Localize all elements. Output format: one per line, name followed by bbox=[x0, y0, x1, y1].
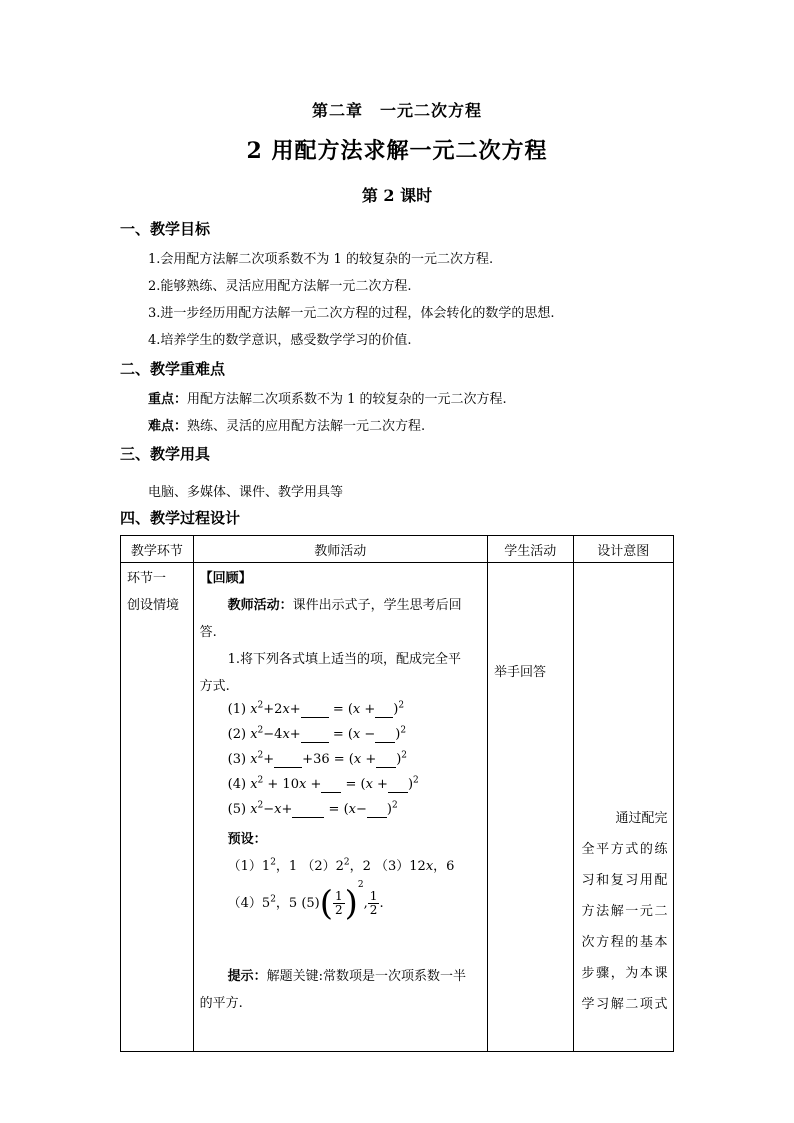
answer-blank[interactable] bbox=[388, 777, 408, 793]
intent-line: 习和复习用配 bbox=[581, 873, 668, 888]
stage-label: 环节一 bbox=[127, 571, 167, 586]
answer-blank[interactable] bbox=[292, 802, 324, 818]
answer-line-2: $(4)5^2$，5 (5)( $\frac{1}{2}$ )$^2$, $\frac{1}{2}$ . bbox=[227, 880, 384, 924]
teacher-cell bbox=[193, 563, 487, 1052]
page-title: 2 用配方法求解一元二次方程 bbox=[246, 138, 548, 164]
process-table bbox=[120, 535, 674, 1052]
chapter-heading: 第二章 一元二次方程 bbox=[311, 101, 482, 120]
section-heading-key-points: 二、教学重难点 bbox=[120, 360, 226, 378]
right-paren: ) bbox=[344, 883, 358, 924]
review-tag: 【回顾】 bbox=[199, 571, 252, 586]
header-intent: 设计意图 bbox=[573, 536, 674, 563]
header-student: 学生活动 bbox=[487, 536, 573, 563]
fraction: $\frac{1}{2}$ bbox=[369, 889, 378, 917]
teacher-text: 课件出示式子，学生思考后回 bbox=[292, 598, 462, 613]
stage-name: 创设情境 bbox=[127, 598, 180, 613]
section-heading-process: 四、教学过程设计 bbox=[120, 509, 241, 527]
equation-4: (4) $x^2 + 10x$ + = $(x + )^2$ bbox=[227, 775, 419, 792]
preset-label: 预设： bbox=[227, 832, 267, 847]
intent-line: 通过配完 bbox=[615, 811, 668, 826]
section-heading-tools: 三、教学用具 bbox=[120, 445, 211, 463]
stage-cell bbox=[121, 563, 194, 1052]
table-header-row bbox=[121, 536, 674, 563]
answer-blank[interactable] bbox=[274, 752, 302, 768]
goal-item: 2.能够熟练、灵活应用配方法解一元二次方程. bbox=[148, 279, 412, 294]
hint-label: 提示： bbox=[227, 969, 267, 984]
answer-blank[interactable] bbox=[321, 777, 341, 793]
answer-blank[interactable] bbox=[301, 727, 329, 743]
table-row bbox=[121, 563, 674, 1052]
hint-line bbox=[228, 965, 466, 984]
answer-line-1: $(1)1^2$，1 $(2)2^2$，2 （3）12x，6 bbox=[227, 857, 455, 874]
intent-line: 步骤，为本课 bbox=[581, 966, 668, 981]
teacher-text-cont: 答. bbox=[199, 625, 217, 640]
answer-blank[interactable] bbox=[375, 702, 393, 718]
equation-1: (1) $x^2+2x+ = (x + )^2$ bbox=[227, 700, 405, 717]
difficulty-line bbox=[148, 415, 425, 434]
equation-5: (5) $x^2-x+ = (x- )^2$ bbox=[227, 800, 398, 817]
equation-2: (2) $x^2-4x+ = (x - )^2$ bbox=[227, 725, 407, 742]
question-line-cont: 方式. bbox=[199, 679, 230, 694]
intent-line: 次方程的基本 bbox=[581, 935, 668, 950]
teacher-label: 教师活动： bbox=[227, 598, 293, 613]
question-line: 1.将下列各式填上适当的项，配成完全平 bbox=[227, 652, 462, 667]
intent-line: 方法解一元二 bbox=[581, 904, 668, 919]
tools-text: 电脑、多媒体、课件、教学用具等 bbox=[148, 485, 344, 500]
answer-blank[interactable] bbox=[367, 802, 387, 818]
student-cell bbox=[487, 563, 573, 1052]
key-point-line bbox=[148, 388, 507, 407]
section-heading-goals: 一、教学目标 bbox=[120, 220, 211, 238]
student-activity: 举手回答 bbox=[493, 665, 546, 680]
goal-item: 1.会用配方法解二次项系数不为 1 的较复杂的一元二次方程. bbox=[148, 252, 494, 267]
key-text: 用配方法解二次项系数不为 1 的较复杂的一元二次方程. bbox=[187, 392, 507, 407]
goal-item: 4.培养学生的数学意识，感受数学学习的价值. bbox=[148, 333, 412, 348]
goal-item: 3.进一步经历用配方法解一元二次方程的过程，体会转化的数学的思想. bbox=[148, 306, 555, 321]
teacher-activity-line bbox=[228, 594, 462, 613]
header-teacher: 教师活动 bbox=[193, 536, 487, 563]
fraction: $\frac{1}{2}$ bbox=[335, 889, 343, 917]
intent-cell bbox=[573, 563, 674, 1052]
difficulty-text: 熟练、灵活的应用配方法解一元二次方程. bbox=[187, 419, 426, 434]
hint-text-cont: 的平方. bbox=[199, 996, 243, 1011]
lesson-heading: 第 2 课时 bbox=[361, 186, 433, 205]
key-label: 重点： bbox=[148, 392, 188, 407]
left-paren: ( bbox=[319, 883, 334, 924]
equation-3: (3) $x^2+ +36 = (x + )^2$ bbox=[227, 750, 408, 767]
intent-line: 全平方式的练 bbox=[581, 842, 668, 857]
answer-blank[interactable] bbox=[375, 727, 395, 743]
intent-line: 学习解二项式 bbox=[581, 997, 668, 1012]
answer-blank[interactable] bbox=[376, 752, 396, 768]
header-stage: 教学环节 bbox=[121, 536, 194, 563]
difficulty-label: 难点： bbox=[148, 419, 188, 434]
hint-text: 解题关键:常数项是一次项系数一半 bbox=[266, 969, 467, 984]
answer-blank[interactable] bbox=[301, 702, 329, 718]
